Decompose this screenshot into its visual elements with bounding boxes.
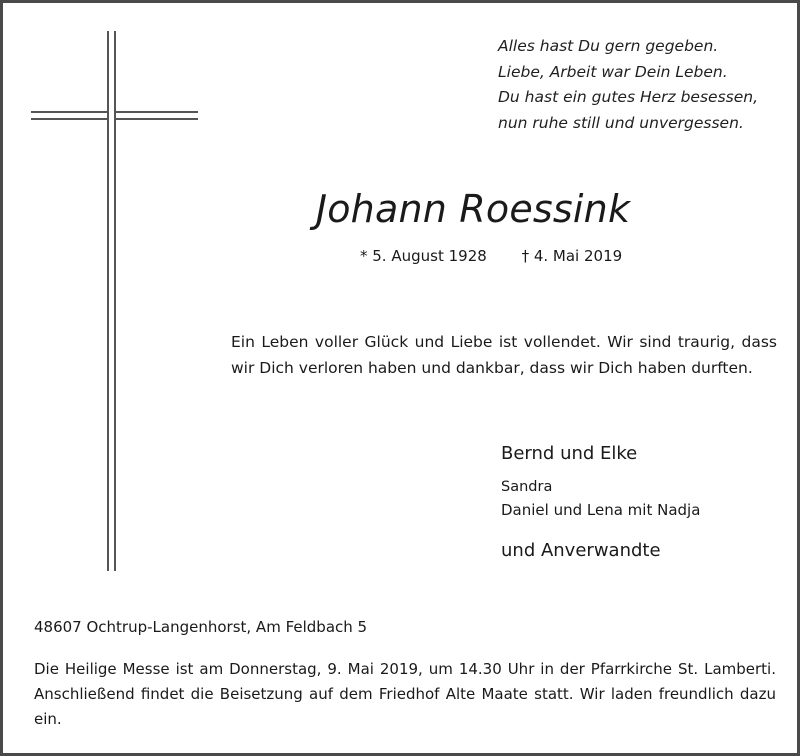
funeral-service-info: Die Heilige Messe ist am Donnerstag, 9. Mai 2019, um 14.30 Uhr in der Pfarrkirche St. Lamberti. Anschließend findet die Beisetzung auf dem Friedhof Alte Maate statt. Wir laden freundlich dazu ein. xyxy=(34,660,776,728)
family-line-primary: Bernd und Elke xyxy=(501,443,638,464)
deceased-name: Johann Roessink xyxy=(315,187,631,231)
poem-line: Du hast ein gutes Herz besessen, xyxy=(498,88,759,106)
relatives-line: und Anverwandte xyxy=(501,540,661,561)
poem-line: Alles hast Du gern gegeben. xyxy=(498,37,719,55)
family-line-secondary: Sandra xyxy=(501,479,553,495)
death-date: † 4. Mai 2019 xyxy=(521,247,623,265)
poem-line: Liebe, Arbeit war Dein Leben. xyxy=(498,62,728,81)
life-dates xyxy=(360,247,622,265)
family-line-tertiary: Daniel und Lena mit Nadja xyxy=(501,501,701,519)
address: 48607 Ochtrup-Langenhorst, Am Feldbach 5 xyxy=(34,618,368,636)
poem xyxy=(498,34,788,136)
tribute-text: Ein Leben voller Glück und Liebe ist vollendet. Wir sind traurig, dass wir Dich verloren haben und dankbar, dass wir Dich haben durften. xyxy=(231,333,777,377)
cross-icon xyxy=(31,31,201,571)
birth-date: * 5. August 1928 xyxy=(360,247,487,265)
poem-line: nun ruhe still und unvergessen. xyxy=(498,113,744,132)
